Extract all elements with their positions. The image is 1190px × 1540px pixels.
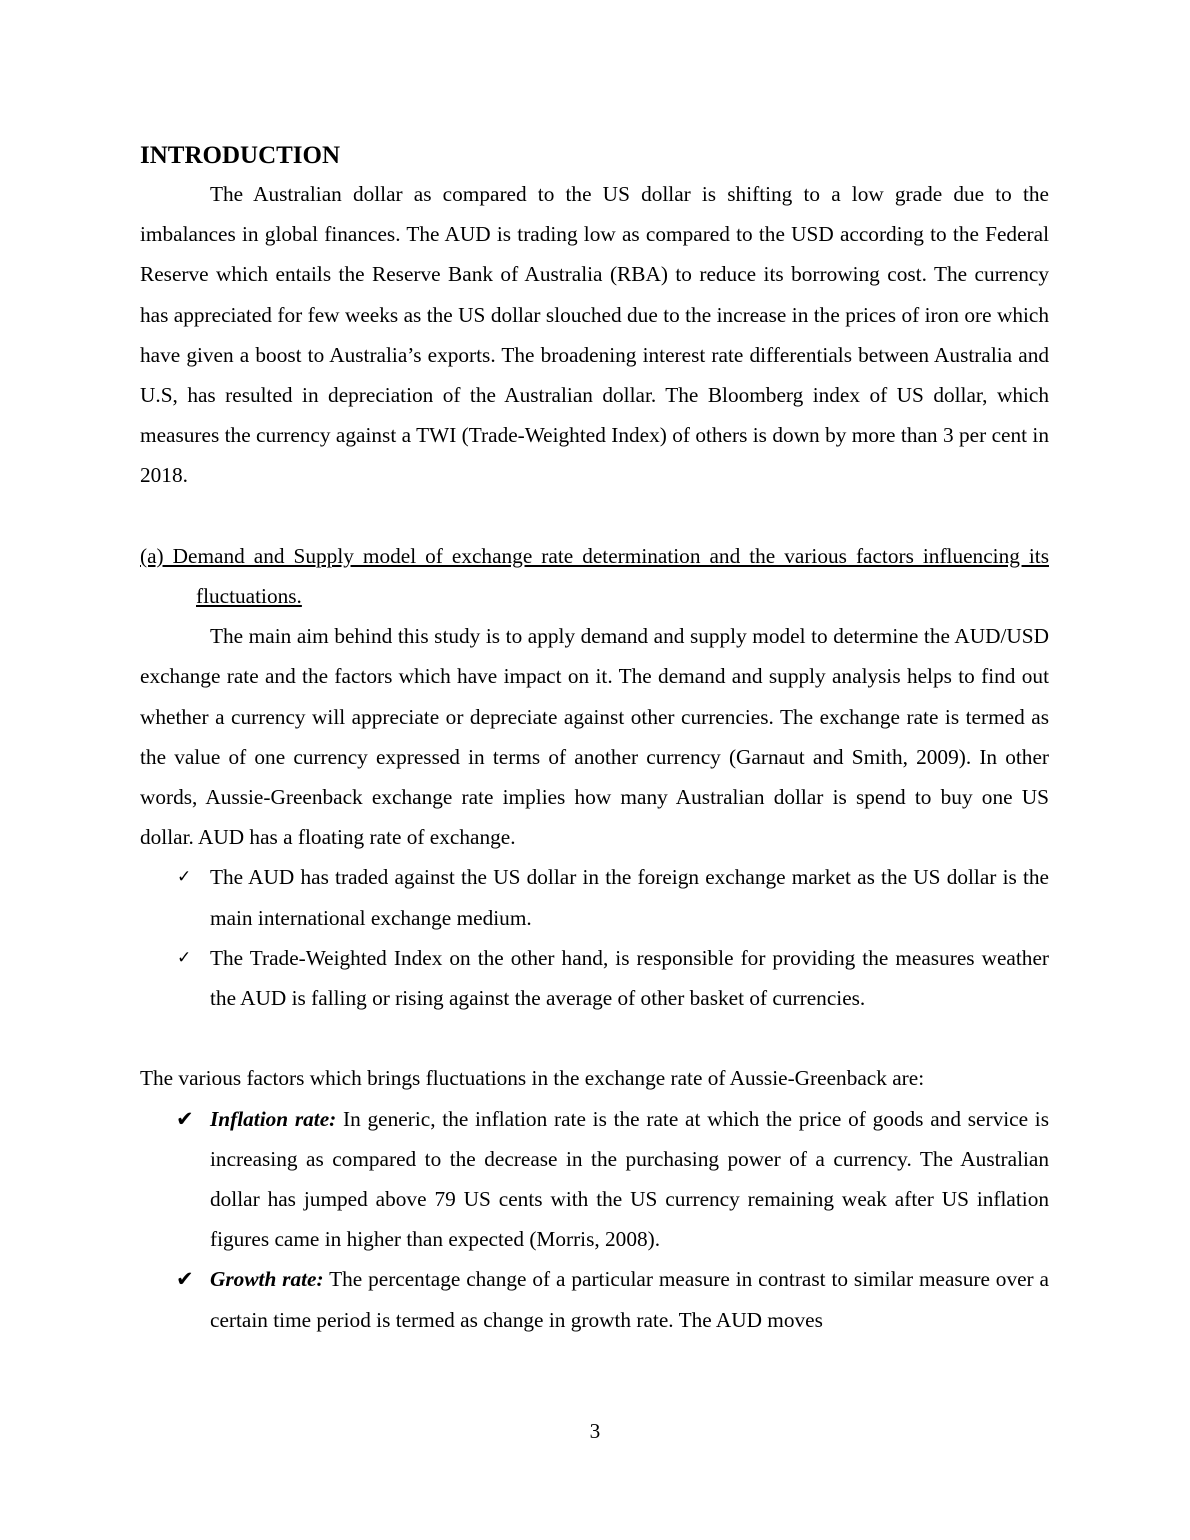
check-mark-icon: ✔: [176, 1106, 194, 1131]
check-mark-icon: ✓: [177, 867, 192, 888]
factors-list: [140, 1099, 1049, 1340]
blank-line: [140, 496, 1049, 536]
check-mark-icon: ✓: [177, 947, 192, 968]
list-item-text: The Trade-Weighted Index on the other hand, is responsible for providing the measures weather the AUD is falling or rising against the average of other basket of currencies.: [210, 945, 1049, 1011]
factor-item-inflation: [140, 1099, 1049, 1260]
list-item-text: The AUD has traded against the US dollar in the foreign exchange market as the US dollar is the main international exchange medium.: [210, 865, 1049, 930]
section-heading-introduction: INTRODUCTION: [140, 142, 341, 169]
factor-term: Inflation rate:: [210, 1106, 337, 1131]
exchange-points-list: [140, 857, 1049, 1018]
factor-item-growth: [140, 1259, 1049, 1339]
factor-text: The percentage change of a particular measure in contrast to similar measure over a certain time period is termed as change in growth rate. The AUD moves: [210, 1267, 1049, 1332]
section-a-title: (a) Demand and Supply model of exchange rate determination and the various factors influencing its fluctuations.: [140, 543, 1049, 609]
factor-text: In generic, the inflation rate is the rate at which the price of goods and service is increasing as compared to the decrease in the purchasing power of a currency. The Australian dollar has jumped above 79 US cents with the US currency remaining weak after US inflation figures came in higher than expected (Morris, 2008).: [210, 1106, 1050, 1252]
blank-line: [140, 1018, 1049, 1058]
intro-paragraph: The Australian dollar as compared to the US dollar is shifting to a low grade due to the imbalances in global finances. The AUD is trading low as compared to the USD according to the Federal Reserve which entails the Reserve Bank of Australia (RBA) to reduce its borrowing cost. The currency has appreciated for few weeks as the US dollar slouched due to the increase in the prices of iron ore which have given a boost to Australia’s exports. The broadening interest rate differentials between Australia and U.S, has resulted in depreciation of the Australian dollar. The Bloomberg index of US dollar, which measures the currency against a TWI (Trade-Weighted Index) of others is down by more than 3 per cent in 2018.: [140, 182, 1049, 488]
list-item: [140, 857, 1049, 937]
section-a-paragraph: The main aim behind this study is to apply demand and supply model to determine the AUD/USD exchange rate and the factors which have impact on it. The demand and supply analysis helps to find out whether a currency will appreciate or depreciate against other currencies. The exchange rate is termed as the value of one currency expressed in terms of another currency (Garnaut and Smith, 2009). In other words, Aussie-Greenback exchange rate implies how many Australian dollar is spend to buy one US dollar. AUD has a floating rate of exchange.: [140, 624, 1049, 850]
list-item: [140, 938, 1049, 1018]
check-mark-icon: ✔: [176, 1267, 194, 1292]
factor-term: Growth rate:: [210, 1267, 324, 1292]
document-page: [140, 138, 1049, 1340]
page-number: 3: [589, 1419, 601, 1443]
factors-intro: The various factors which brings fluctuations in the exchange rate of Aussie-Greenback are:: [140, 1066, 925, 1091]
